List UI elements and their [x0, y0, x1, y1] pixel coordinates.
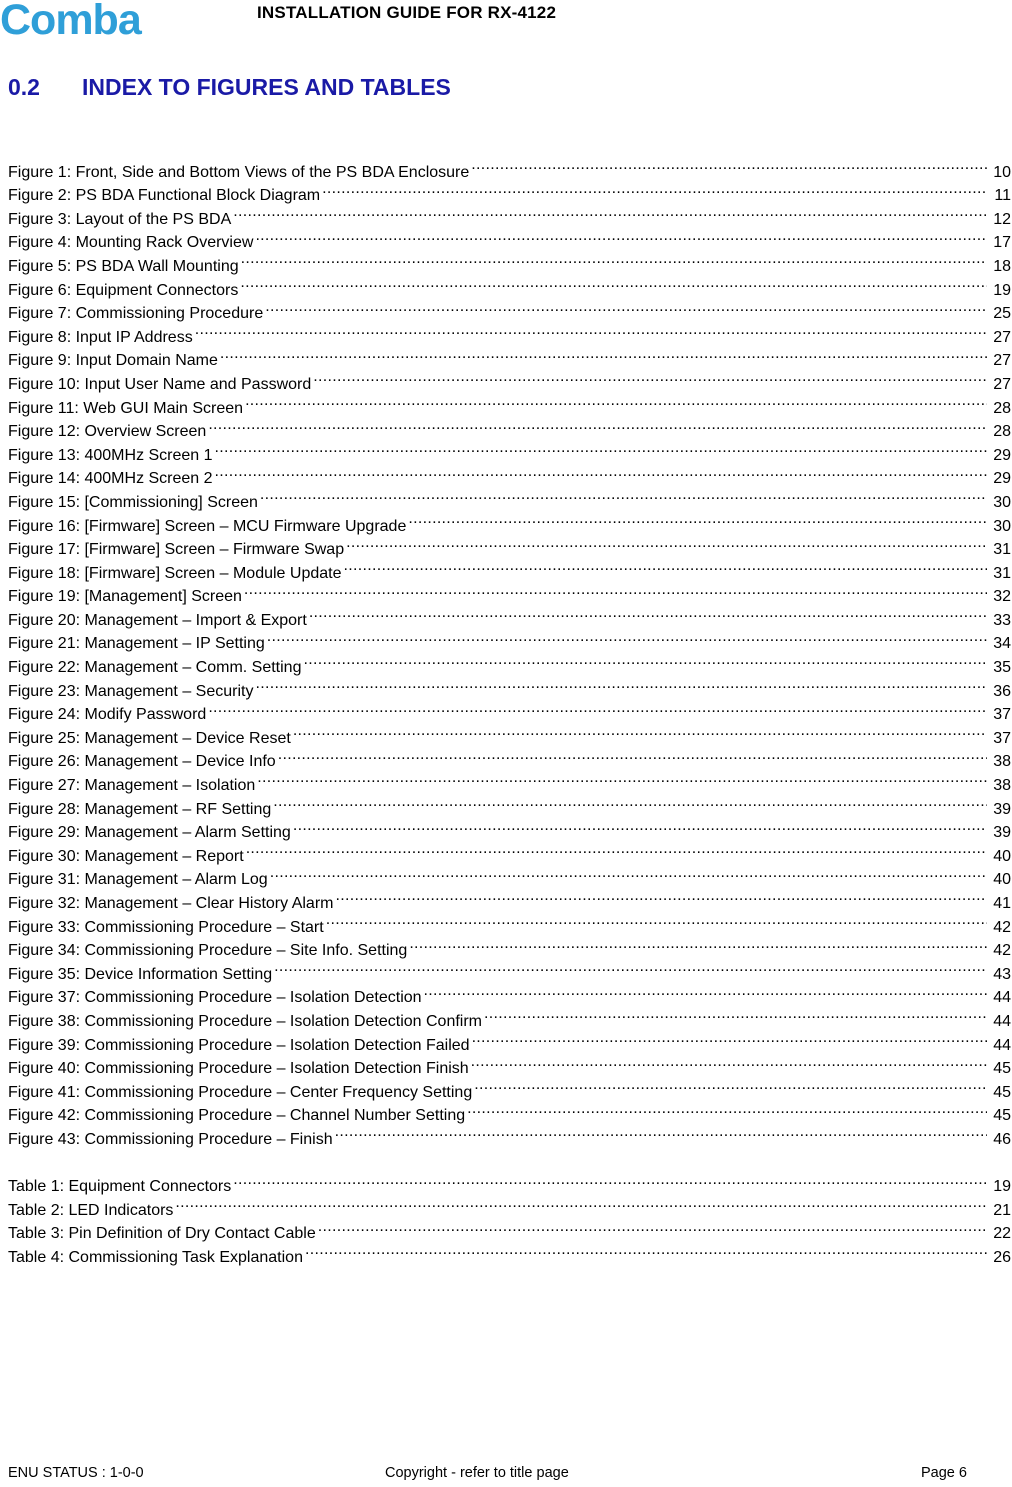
figure-entry-label: Figure 35: Device Information Setting — [8, 965, 273, 983]
figure-entry-label: Figure 8: Input IP Address — [8, 328, 193, 346]
dot-leader — [278, 743, 987, 767]
figure-entry-label: Figure 16: [Firmware] Screen – MCU Firmware Upgrade — [8, 517, 407, 535]
figure-entry-label: Figure 19: [Management] Screen — [8, 588, 242, 606]
figure-entry-label: Figure 31: Management – Alarm Log — [8, 871, 268, 889]
dot-leader — [303, 648, 987, 672]
dot-leader — [240, 271, 987, 295]
dot-leader — [195, 318, 987, 342]
dot-leader — [208, 413, 987, 437]
dot-leader — [474, 1073, 987, 1097]
table-entry-label: Table 2: LED Indicators — [8, 1201, 174, 1219]
figure-entry-page-number: 43 — [993, 965, 1011, 983]
dot-leader — [255, 224, 987, 248]
figure-entry-label: Figure 41: Commissioning Procedure – Center Frequency Setting — [8, 1083, 473, 1101]
footer-copyright: Copyright - refer to title page — [385, 1465, 569, 1481]
figure-entry-page-number: 42 — [993, 942, 1011, 960]
dot-leader — [215, 460, 987, 484]
figure-entry-label: Figure 10: Input User Name and Password — [8, 375, 312, 393]
dot-leader — [409, 932, 987, 956]
figure-entry-label: Figure 23: Management – Security — [8, 682, 254, 700]
figure-entry-label: Figure 24: Modify Password — [8, 706, 207, 724]
figure-entry-label: Figure 18: [Firmware] Screen – Module Update — [8, 564, 342, 582]
figure-entry-page-number: 34 — [993, 635, 1011, 653]
figure-entry-label: Figure 6: Equipment Connectors — [8, 281, 239, 299]
dot-leader — [293, 719, 987, 743]
figure-entry-page-number: 45 — [993, 1060, 1011, 1078]
figure-entry-page-number: 38 — [993, 777, 1011, 795]
tables-list — [8, 1168, 1011, 1266]
figure-entry-page-number: 18 — [993, 257, 1011, 275]
dot-leader — [175, 1191, 987, 1215]
figure-entry-page-number: 37 — [993, 706, 1011, 724]
figure-entry-label: Figure 30: Management – Report — [8, 847, 244, 865]
figure-entry-label: Figure 15: [Commissioning] Screen — [8, 493, 258, 511]
figure-entry-label: Figure 20: Management – Import & Export — [8, 611, 307, 629]
section-number: 0.2 — [8, 74, 40, 100]
dot-leader — [255, 672, 987, 696]
figure-entry-page-number: 44 — [993, 1012, 1011, 1030]
table-entry-page-number: 22 — [993, 1225, 1011, 1243]
dot-leader — [335, 1120, 987, 1144]
figure-entry-page-number: 19 — [993, 281, 1011, 299]
section-heading — [8, 74, 451, 101]
figure-entry-page-number: 40 — [993, 847, 1011, 865]
dot-leader — [408, 507, 987, 531]
dot-leader — [471, 1050, 987, 1074]
figure-entry-label: Figure 5: PS BDA Wall Mounting — [8, 257, 239, 275]
figure-entry-page-number: 28 — [993, 423, 1011, 441]
figure-entry-page-number: 40 — [993, 871, 1011, 889]
figure-entry-label: Figure 12: Overview Screen — [8, 423, 207, 441]
dot-leader — [233, 200, 987, 224]
dot-leader — [472, 1026, 987, 1050]
figure-entry-page-number: 17 — [993, 234, 1011, 252]
figure-entry-page-number: 31 — [993, 564, 1011, 582]
figure-entry-label: Figure 39: Commissioning Procedure – Isolation Detection Failed — [8, 1036, 470, 1054]
figure-entry-label: Figure 22: Management – Comm. Setting — [8, 659, 302, 677]
figure-entry-label: Figure 32: Management – Clear History Alarm — [8, 895, 334, 912]
dot-leader — [326, 908, 987, 932]
table-entry[interactable] — [8, 1168, 1011, 1196]
dot-leader — [313, 365, 987, 389]
comba-logo — [0, 0, 185, 40]
figure-entry-page-number: 25 — [993, 305, 1011, 323]
dot-leader — [208, 696, 987, 720]
figure-entry-label: Figure 34: Commissioning Procedure – Site Info. Setting — [8, 942, 408, 960]
figure-entry-page-number: 45 — [993, 1107, 1011, 1125]
dot-leader — [346, 531, 987, 555]
dot-leader — [257, 766, 987, 790]
figure-entry-page-number: 39 — [993, 800, 1011, 818]
figure-entry-label: Figure 11: Web GUI Main Screen — [8, 399, 244, 417]
table-entry-label: Table 3: Pin Definition of Dry Contact Cable — [8, 1225, 316, 1243]
comba-logo-mark — [0, 0, 185, 40]
document-title: INSTALLATION GUIDE FOR RX-4122 — [257, 3, 557, 22]
dot-leader — [335, 884, 987, 908]
table-entry-label: Table 4: Commissioning Task Explanation — [8, 1248, 303, 1266]
figure-entry-label: Figure 42: Commissioning Procedure – Channel Number Setting — [8, 1107, 466, 1125]
figure-entry-page-number: 44 — [993, 989, 1011, 1007]
dot-leader — [215, 436, 987, 460]
figure-entry-page-number: 29 — [993, 470, 1011, 488]
figure-entry-label: Figure 17: [Firmware] Screen – Firmware Swap — [8, 541, 345, 559]
dot-leader — [241, 247, 987, 271]
dot-leader — [293, 814, 987, 838]
table-entry-page-number: 19 — [993, 1178, 1011, 1196]
figure-entry-label: Figure 25: Management – Device Reset — [8, 729, 291, 747]
dot-leader — [260, 483, 987, 507]
figure-entry-page-number: 37 — [993, 729, 1011, 747]
figure-entry-label: Figure 14: 400MHz Screen 2 — [8, 470, 213, 488]
dot-leader — [245, 389, 987, 413]
figure-entry-page-number: 46 — [993, 1130, 1011, 1148]
figure-entry-label: Figure 29: Management – Alarm Setting — [8, 824, 291, 842]
dot-leader — [484, 1002, 987, 1026]
dot-leader — [244, 578, 987, 602]
figure-entry-label: Figure 40: Commissioning Procedure – Isolation Detection Finish — [8, 1060, 469, 1078]
figure-entry-label: Figure 1: Front, Side and Bottom Views of the PS BDA Enclosure — [8, 163, 470, 181]
dot-leader — [467, 1097, 987, 1121]
figure-entry-page-number: 44 — [993, 1036, 1011, 1054]
dot-leader — [233, 1168, 987, 1192]
dot-leader — [267, 625, 987, 649]
figure-entry-page-number: 12 — [993, 210, 1011, 228]
figures-list — [8, 153, 1011, 1148]
figure-entry-page-number: 11 — [994, 187, 1011, 205]
dot-leader — [318, 1215, 987, 1239]
figure-entry-page-number: 27 — [993, 328, 1011, 346]
figure-entry-page-number: 10 — [993, 163, 1011, 181]
dot-leader — [322, 177, 987, 201]
table-entry-page-number: 26 — [993, 1248, 1011, 1266]
figure-entry-label: Figure 38: Commissioning Procedure – Isolation Detection Confirm — [8, 1012, 482, 1030]
table-entry-page-number: 21 — [993, 1201, 1011, 1219]
figure-entry-label: Figure 7: Commissioning Procedure — [8, 305, 264, 323]
figure-entry-page-number: 28 — [993, 399, 1011, 417]
index-of-figures-and-tables — [8, 153, 1011, 1266]
figure-entry-page-number: 31 — [993, 541, 1011, 559]
dot-leader — [424, 979, 987, 1003]
figure-entry-label: Figure 43: Commissioning Procedure – Finish — [8, 1130, 333, 1148]
logo-wordmark: Comba — [0, 0, 141, 40]
figure-entry-page-number: 27 — [993, 352, 1011, 370]
figure-entry-label: Figure 4: Mounting Rack Overview — [8, 234, 254, 252]
figure-entry-page-number: 35 — [993, 659, 1011, 677]
figure-entry-page-number: 32 — [993, 588, 1011, 606]
figure-entry-page-number: 38 — [993, 753, 1011, 771]
dot-leader — [471, 153, 987, 177]
section-title: INDEX TO FIGURES AND TABLES — [82, 74, 451, 100]
footer-status: ENU STATUS : 1-0-0 — [8, 1465, 144, 1481]
figure-entry[interactable] — [8, 153, 1011, 181]
figure-entry-label: Figure 2: PS BDA Functional Block Diagram — [8, 187, 321, 205]
figure-entry-page-number: 33 — [993, 611, 1011, 629]
figure-entry-label: Figure 28: Management – RF Setting — [8, 800, 272, 818]
dot-leader — [220, 342, 987, 366]
figure-entry-label: Figure 27: Management – Isolation — [8, 777, 256, 795]
figure-entry-label: Figure 21: Management – IP Setting — [8, 635, 265, 653]
figure-entry-page-number: 36 — [993, 682, 1011, 700]
figure-entry-page-number: 29 — [993, 446, 1011, 464]
figure-entry-page-number: 41 — [993, 895, 1011, 912]
dot-leader — [265, 295, 987, 319]
dot-leader — [246, 837, 987, 861]
dot-leader — [270, 861, 987, 885]
figure-entry-label: Figure 9: Input Domain Name — [8, 352, 218, 370]
footer-page-number: Page 6 — [921, 1465, 967, 1481]
figure-entry-label: Figure 33: Commissioning Procedure – Start — [8, 918, 324, 936]
figure-entry-page-number: 39 — [993, 824, 1011, 842]
figure-entry-page-number: 27 — [993, 375, 1011, 393]
figure-entry-page-number: 30 — [993, 517, 1011, 535]
dot-leader — [309, 601, 987, 625]
dot-leader — [343, 554, 987, 578]
dot-leader — [273, 790, 987, 814]
figure-entry-label: Figure 26: Management – Device Info — [8, 753, 276, 771]
figure-entry-label: Figure 3: Layout of the PS BDA — [8, 210, 232, 228]
figure-entry-page-number: 42 — [993, 918, 1011, 936]
figure-entry-page-number: 30 — [993, 493, 1011, 511]
dot-leader — [274, 955, 987, 979]
figure-entry-label: Figure 37: Commissioning Procedure – Isolation Detection — [8, 989, 422, 1007]
figure-entry-page-number: 45 — [993, 1083, 1011, 1101]
table-entry-label: Table 1: Equipment Connectors — [8, 1178, 232, 1196]
figure-entry-label: Figure 13: 400MHz Screen 1 — [8, 446, 213, 464]
dot-leader — [305, 1238, 987, 1262]
